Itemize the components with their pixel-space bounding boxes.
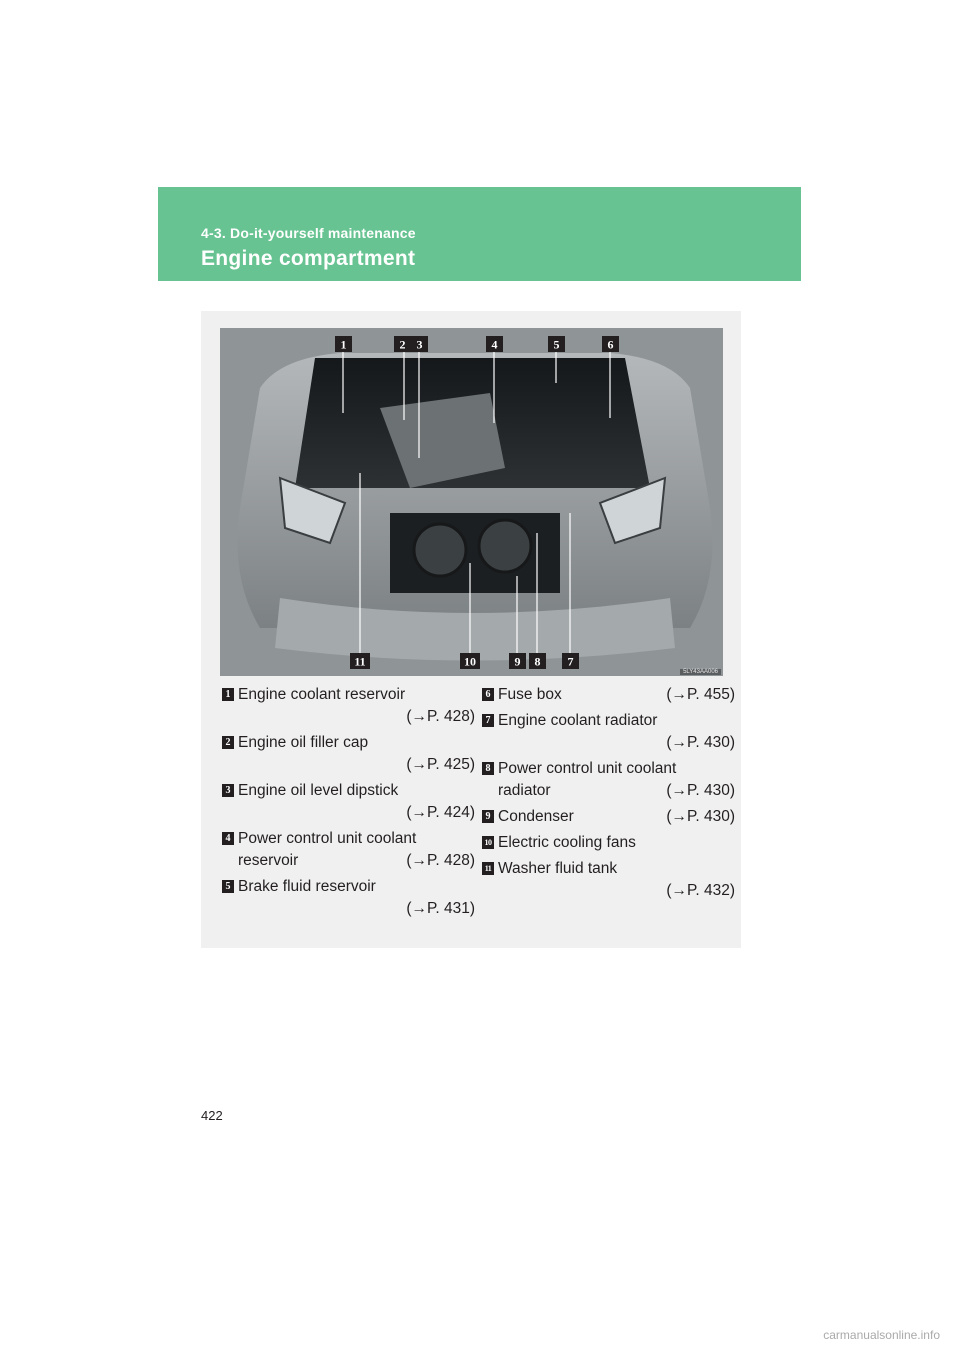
legend-item-3 <box>222 780 475 824</box>
svg-text:3: 3 <box>416 337 423 352</box>
page-ref: (→P. 430) <box>666 782 735 799</box>
legend-badge: 3 <box>222 784 234 797</box>
svg-text:8: 8 <box>534 654 541 669</box>
legend-label: Engine coolant radiator <box>498 712 658 729</box>
legend-label: Condenser <box>498 808 574 825</box>
page-ref: (→P. 455) <box>666 686 735 703</box>
svg-text:1: 1 <box>340 337 347 352</box>
page-ref: (→P. 428) <box>406 708 475 725</box>
watermark[interactable]: carmanualsonline.info <box>823 1328 940 1342</box>
callout-11 <box>350 653 370 669</box>
svg-text:10: 10 <box>464 654 476 669</box>
engine-compartment-photo <box>220 328 723 676</box>
legend-badge: 4 <box>222 832 234 845</box>
legend-item-6 <box>482 684 735 706</box>
legend-label: Engine oil level dipstick <box>238 782 399 799</box>
callout-1 <box>335 336 352 352</box>
page-number: 422 <box>201 1108 223 1123</box>
page-title: Engine compartment <box>201 247 416 270</box>
callout-6 <box>602 336 619 352</box>
page-ref: (→P. 428) <box>406 852 475 869</box>
legend-badge: 7 <box>482 714 494 727</box>
legend-label-continued: reservoir <box>238 852 299 869</box>
cooling-fan-left <box>414 524 466 576</box>
legend-item-4 <box>222 828 475 872</box>
legend-item-7 <box>482 710 735 754</box>
svg-text:2: 2 <box>399 337 406 352</box>
legend-label: Power control unit coolant <box>238 830 417 847</box>
legend-item-2 <box>222 732 475 776</box>
callout-3 <box>411 336 428 352</box>
legend-label: Power control unit coolant <box>498 760 677 777</box>
legend-item-8 <box>482 758 735 802</box>
callout-5 <box>548 336 565 352</box>
legend-badge: 10 <box>482 836 494 849</box>
legend-badge: 9 <box>482 810 494 823</box>
page-ref: (→P. 430) <box>666 808 735 825</box>
legend-label: Fuse box <box>498 686 562 703</box>
page-ref: (→P. 431) <box>406 900 475 917</box>
section-header-band <box>158 187 801 281</box>
legend-badge: 2 <box>222 736 234 749</box>
svg-text:5: 5 <box>553 337 560 352</box>
callout-8 <box>529 653 546 669</box>
legend-item-1 <box>222 684 475 728</box>
legend-label-continued: radiator <box>498 782 551 799</box>
legend-item-10 <box>482 832 735 854</box>
legend-badge: 6 <box>482 688 494 701</box>
image-code: 5LY43AA006 <box>680 669 721 675</box>
legend-label: Washer fluid tank <box>498 860 618 877</box>
legend-label: Brake fluid reservoir <box>238 878 376 895</box>
legend-label: Engine coolant reservoir <box>238 686 406 703</box>
page-ref: (→P. 425) <box>406 756 475 773</box>
svg-text:7: 7 <box>567 654 574 669</box>
legend-label: Engine oil filler cap <box>238 734 369 751</box>
engine-illustration <box>220 328 723 676</box>
section-label: 4-3. Do-it-yourself maintenance <box>201 225 416 241</box>
legend-right-column <box>482 684 735 906</box>
legend-item-5 <box>222 876 475 920</box>
content-panel <box>201 311 741 948</box>
svg-text:4: 4 <box>491 337 498 352</box>
svg-text:11: 11 <box>354 654 366 669</box>
cooling-fan-right <box>479 520 531 572</box>
callout-10 <box>460 653 480 669</box>
callout-7 <box>562 653 579 669</box>
legend-badge: 11 <box>482 862 494 875</box>
callout-2 <box>394 336 411 352</box>
page-ref: (→P. 432) <box>666 882 735 899</box>
legend-label: Electric cooling fans <box>498 834 636 851</box>
legend-item-9 <box>482 806 735 828</box>
legend-badge: 1 <box>222 688 234 701</box>
callout-9 <box>509 653 526 669</box>
page-ref: (→P. 430) <box>666 734 735 751</box>
svg-text:9: 9 <box>514 654 521 669</box>
legend-badge: 8 <box>482 762 494 775</box>
svg-text:6: 6 <box>607 337 614 352</box>
page-ref: (→P. 424) <box>406 804 475 821</box>
legend-left-column <box>222 684 475 924</box>
legend-badge: 5 <box>222 880 234 893</box>
legend-item-11 <box>482 858 735 902</box>
callout-4 <box>486 336 503 352</box>
